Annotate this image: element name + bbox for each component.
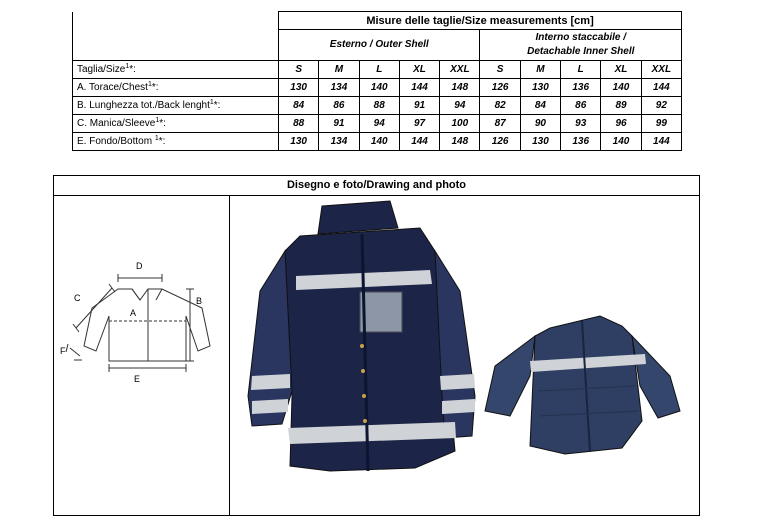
table-cell: 144 xyxy=(399,133,439,151)
row-label-length: B. Lunghezza tot./Back lenght$^1$*: xyxy=(73,97,279,115)
jacket-outline xyxy=(84,289,210,361)
table-cell: 91 xyxy=(319,115,359,133)
measurement-drawing-panel xyxy=(54,196,230,515)
dimension-d xyxy=(118,274,162,282)
label-b: B xyxy=(196,296,203,306)
size-col: XL xyxy=(399,61,439,79)
table-cell: 140 xyxy=(359,79,399,97)
size-table xyxy=(72,11,682,151)
measurement-drawing xyxy=(54,196,229,516)
size-header-label: Taglia/Size$^1$*: xyxy=(73,61,279,79)
jacket-button xyxy=(360,344,364,348)
dimension-e xyxy=(109,364,186,372)
table-cell: 140 xyxy=(359,133,399,151)
size-col: L xyxy=(359,61,399,79)
row-label-sleeve: C. Manica/Sleeve$^1$*: xyxy=(73,115,279,133)
size-col: S xyxy=(279,61,319,79)
table-cell: 140 xyxy=(601,79,641,97)
table-corner-2 xyxy=(73,30,279,61)
drawing-photo-title: Disegno e foto/Drawing and photo xyxy=(54,176,699,196)
table-row xyxy=(73,79,682,97)
table-cell: 126 xyxy=(480,133,520,151)
table-cell: 136 xyxy=(561,133,601,151)
table-cell: 130 xyxy=(279,79,319,97)
label-d: D xyxy=(136,261,143,271)
dimension-f xyxy=(66,344,82,360)
jacket-button xyxy=(363,419,367,423)
group-inner-shell xyxy=(480,30,682,61)
inner-shell-photo xyxy=(485,316,680,454)
size-col: XXL xyxy=(440,61,480,79)
reflective-right-sleeve-band1 xyxy=(440,374,475,390)
dimension-b xyxy=(186,289,194,361)
table-cell: 94 xyxy=(359,115,399,133)
inner-jacket-left-sleeve xyxy=(485,336,535,416)
group-outer-shell: Esterno / Outer Shell xyxy=(279,30,480,61)
table-cell: 136 xyxy=(561,79,601,97)
size-col: XXL xyxy=(641,61,681,79)
table-cell: 86 xyxy=(319,97,359,115)
outer-shell-photo xyxy=(248,201,475,471)
table-corner xyxy=(73,12,279,30)
table-group-row xyxy=(73,30,682,61)
size-col: XL xyxy=(601,61,641,79)
table-cell: 126 xyxy=(480,79,520,97)
size-col: M xyxy=(520,61,560,79)
reflective-right-sleeve-band2 xyxy=(442,399,475,414)
table-cell: 84 xyxy=(520,97,560,115)
table-title-row xyxy=(73,12,682,30)
label-c: C xyxy=(74,293,81,303)
jacket-button xyxy=(362,394,366,398)
size-col: L xyxy=(561,61,601,79)
table-cell: 100 xyxy=(440,115,480,133)
table-cell: 82 xyxy=(480,97,520,115)
drawing-photo-body xyxy=(54,196,699,515)
table-cell: 86 xyxy=(561,97,601,115)
row-label-chest: A. Torace/Chest$^1$*: xyxy=(73,79,279,97)
reflective-left-sleeve-band2 xyxy=(252,399,288,414)
photo-panel xyxy=(230,196,699,515)
table-cell: 90 xyxy=(520,115,560,133)
table-cell: 87 xyxy=(480,115,520,133)
jacket-button xyxy=(361,369,365,373)
table-cell: 88 xyxy=(359,97,399,115)
label-a: A xyxy=(130,308,137,318)
table-row xyxy=(73,133,682,151)
table-cell: 93 xyxy=(561,115,601,133)
table-cell: 148 xyxy=(440,79,480,97)
badge-pocket xyxy=(360,292,402,332)
table-cell: 144 xyxy=(641,79,681,97)
table-cell: 148 xyxy=(440,133,480,151)
table-cell: 89 xyxy=(601,97,641,115)
size-col: M xyxy=(319,61,359,79)
table-cell: 92 xyxy=(641,97,681,115)
table-cell: 134 xyxy=(319,79,359,97)
drawing-photo-box xyxy=(53,175,700,516)
label-f: F xyxy=(60,346,66,356)
table-row xyxy=(73,115,682,133)
table-cell: 144 xyxy=(399,79,439,97)
table-cell: 91 xyxy=(399,97,439,115)
jacket-collar xyxy=(318,201,398,234)
row-label-bottom: E. Fondo/Bottom $^1$*: xyxy=(73,133,279,151)
label-e: E xyxy=(134,374,141,384)
table-cell: 94 xyxy=(440,97,480,115)
size-header-row xyxy=(73,61,682,79)
table-cell: 130 xyxy=(279,133,319,151)
jacket-photos xyxy=(230,196,699,515)
group-inner-line2: Detachable Inner Shell xyxy=(527,46,635,57)
table-cell: 84 xyxy=(279,97,319,115)
table-cell: 97 xyxy=(399,115,439,133)
table-title: Misure delle taglie/Size measurements [cm] xyxy=(279,12,682,30)
table-cell: 144 xyxy=(641,133,681,151)
table-cell: 140 xyxy=(601,133,641,151)
table-cell: 99 xyxy=(641,115,681,133)
table-cell: 88 xyxy=(279,115,319,133)
table-cell: 130 xyxy=(520,133,560,151)
size-col: S xyxy=(480,61,520,79)
table-row xyxy=(73,97,682,115)
reflective-left-sleeve-band1 xyxy=(251,374,290,390)
table-cell: 96 xyxy=(601,115,641,133)
group-inner-line1: Interno staccabile / xyxy=(535,32,627,43)
table-cell: 134 xyxy=(319,133,359,151)
table-cell: 130 xyxy=(520,79,560,97)
